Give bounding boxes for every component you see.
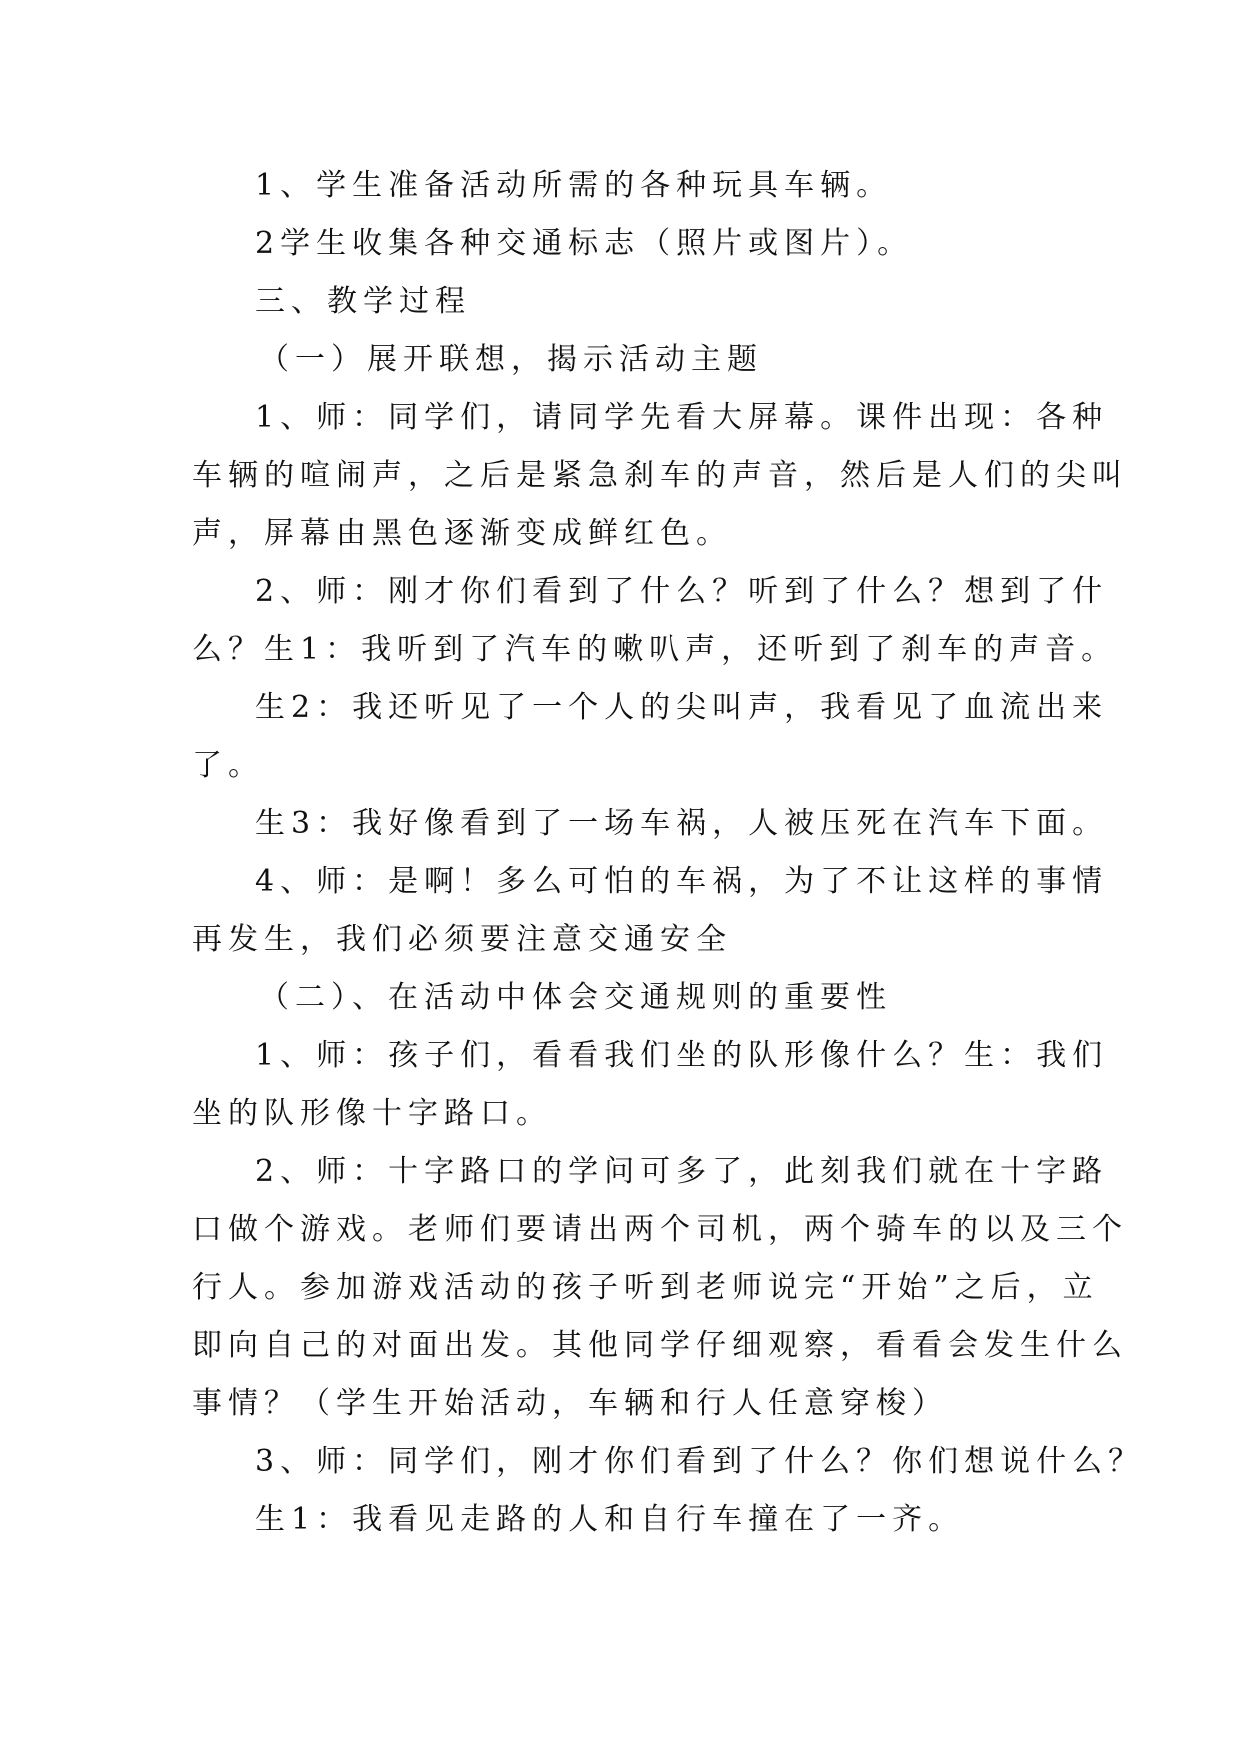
text-line: 2、师：十字路口的学问可多了，此刻我们就在十字路 [255,1154,1109,1189]
text-line: 行人。参加游戏活动的孩子听到老师说完“开始”之后，立 [192,1270,1099,1305]
text-line: 坐的队形像十字路口。 [192,1096,552,1131]
text-line: 2、师：刚才你们看到了什么？听到了什么？想到了什 [255,574,1109,609]
text-line: 1、师：孩子们，看看我们坐的队形像什么？生：我们 [255,1038,1109,1073]
text-line: 3、师：同学们，刚才你们看到了什么？你们想说什么？ [255,1444,1145,1479]
text-line: 4、师：是啊！多么可怕的车祸，为了不让这样的事情 [255,864,1109,899]
text-line: 生3：我好像看到了一场车祸，人被压死在汽车下面。 [255,806,1109,841]
text-line: 生2：我还听见了一个人的尖叫声，我看见了血流出来 [255,690,1109,725]
subsection-heading: （二）、在活动中体会交通规则的重要性 [259,980,892,1015]
text-line: 了。 [192,748,264,783]
text-line: 再发生，我们必须要注意交通安全 [192,922,732,957]
text-line: 生1：我看见走路的人和自行车撞在了一齐。 [255,1502,965,1537]
text-line: 声，屏幕由黑色逐渐变成鲜红色。 [192,516,732,551]
text-line: 1、学生准备活动所需的各种玩具车辆。 [255,168,893,203]
text-line: 车辆的喧闹声，之后是紧急刹车的声音，然后是人们的尖叫 [192,458,1128,493]
text-line: 2学生收集各种交通标志（照片或图片）。 [255,226,914,261]
text-line: 么？生1：我听到了汽车的嗽叭声，还听到了刹车的声音。 [192,632,1118,667]
text-line: 即向自己的对面出发。其他同学仔细观察，看看会发生什么 [192,1328,1128,1363]
subsection-heading: （一）展开联想，揭示活动主题 [259,342,763,377]
text-line: 口做个游戏。老师们要请出两个司机，两个骑车的以及三个 [192,1212,1128,1247]
text-line: 事情？（学生开始活动，车辆和行人任意穿梭） [192,1386,948,1421]
section-heading: 三、教学过程 [255,284,471,319]
text-line: 1、师：同学们，请同学先看大屏幕。课件出现：各种 [255,400,1109,435]
